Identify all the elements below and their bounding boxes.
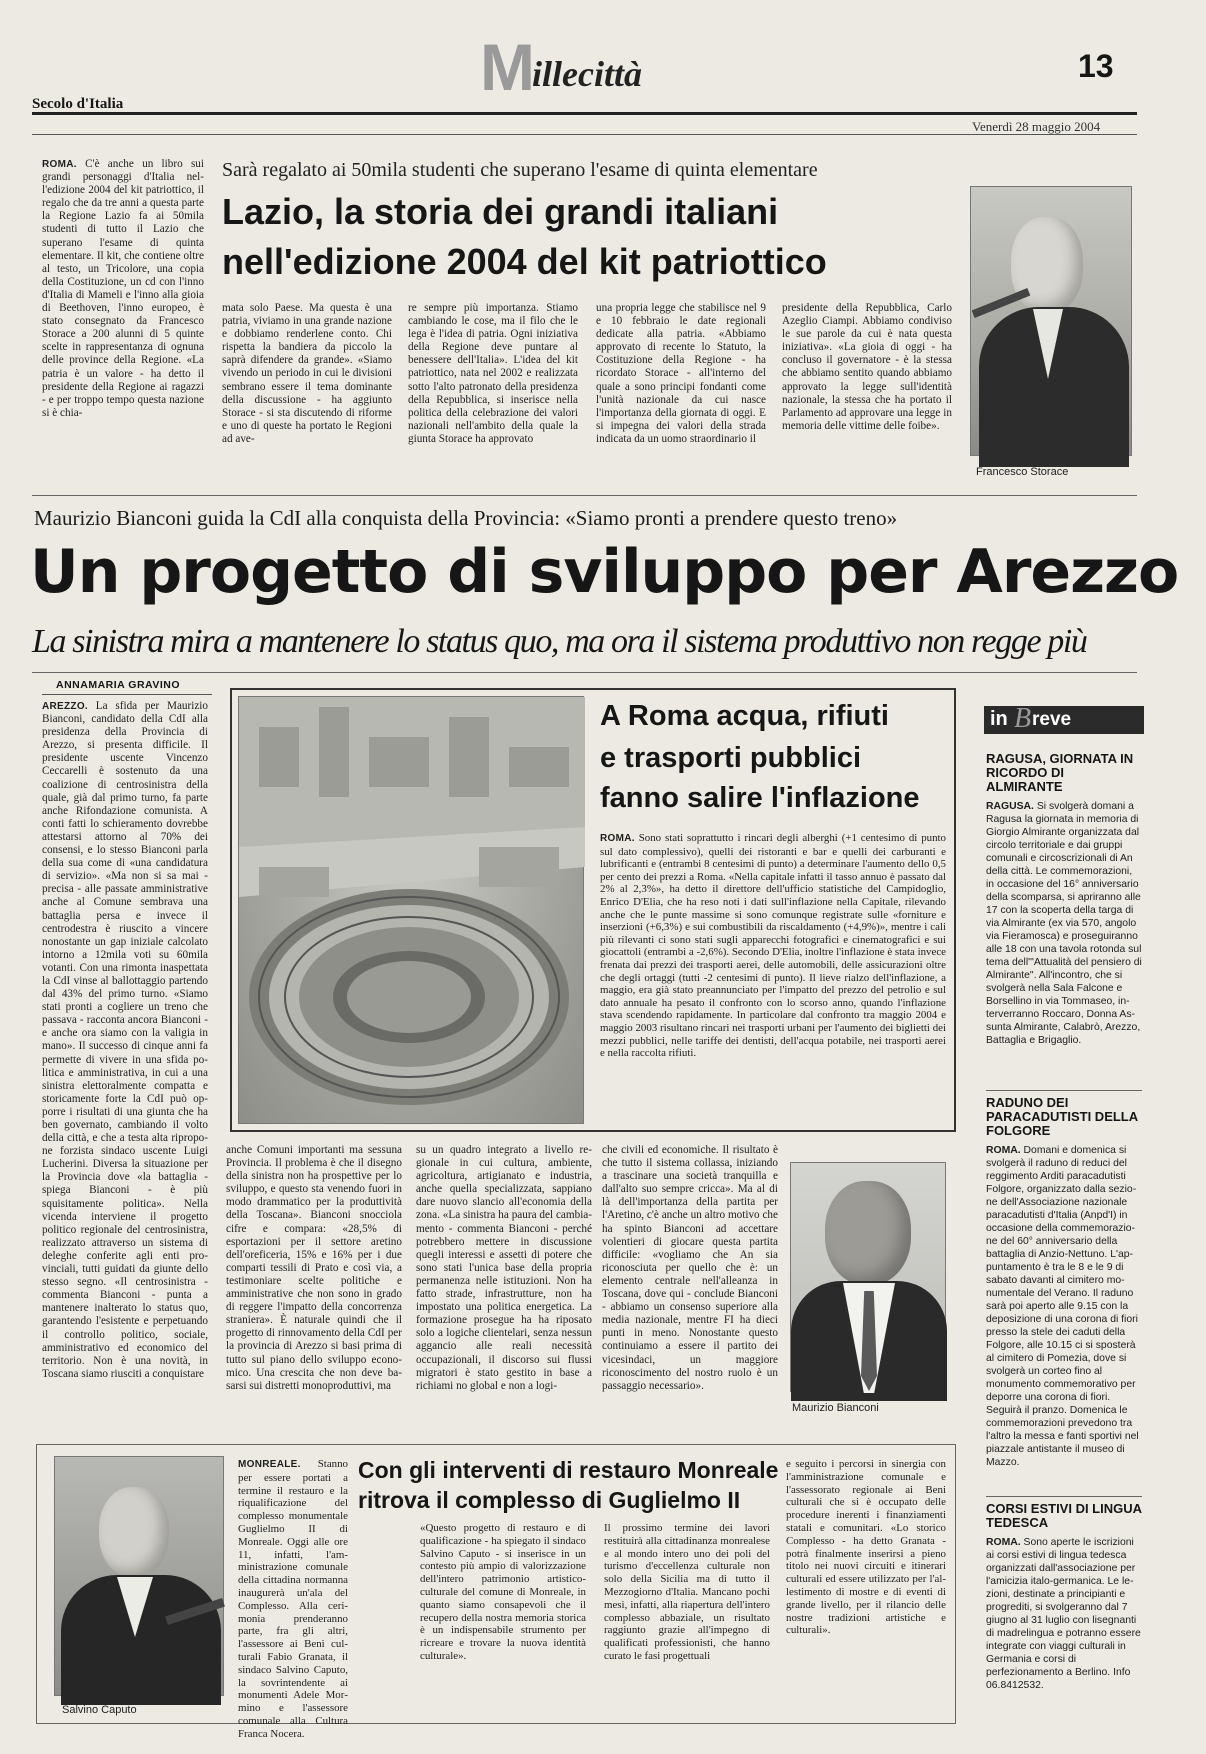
in-breve-item-ragusa: [986, 752, 1142, 1070]
in-breve-headline: CORSI ESTIVI DI LINGUA TEDESCA: [986, 1501, 1142, 1530]
article-roma-text-block: [600, 832, 946, 1124]
article-lazio: [0, 0, 1206, 500]
article-monreale-text-2: «Questo progetto di restauro e di qualificazione - ha spiegato il sindaco Salvino Caputo - si inserisce in un contesto più ampio di valorizzazione dell'intero patrimonio artistico-culturale del comune di Monreale, in quanto siamo consapevoli che il recupero della nostra memoria storica è un indispensabile strumento per ricreare e trovare la nuova identità culturale».: [420, 1522, 586, 1662]
in-breve-divider-2: [986, 1496, 1142, 1497]
article-arezzo-kicker: Maurizio Bianconi guida la CdI alla conquista della Provincia: «Siamo pronti a prendere questo treno»: [34, 506, 898, 530]
article-lazio-col-3: [408, 302, 578, 482]
byline-rule: [42, 694, 212, 695]
issue-date: Venerdì 28 maggio 2004: [972, 119, 1101, 134]
dateline: MONREALE.: [238, 1459, 301, 1470]
article-monreale-col-2: [420, 1522, 586, 1716]
in-breve-rest: reve: [1032, 709, 1072, 730]
article-lazio-text-3: re sempre più importanza. Stiamo cambiando le cose, ma il filo che le lega è l'idea di patria. Ogni iniziativa della Regione deve puntare al benessere dell'Italia». L'idea del kit patriottico, nata nel 2002 e realizzata sotto l'alto patronato della presidenza della Repubblica, si inserisce nella politica della celebrazione dei valori nazionali nell'ambito della quale la giunta Storace ha approvato: [408, 302, 578, 445]
bianconi-photo-caption: Maurizio Bianconi: [792, 1402, 879, 1414]
in-breve-text: [986, 800, 1142, 1070]
article-monreale-title-1: Con gli interventi di restauro Monreale: [358, 1457, 779, 1483]
in-breve-text: [986, 1536, 1142, 1706]
article-lazio-kicker: Sarà regalato ai 50mila studenti che superano l'esame di quinta elementare: [222, 159, 818, 181]
dateline: ROMA.: [986, 1145, 1021, 1156]
article-lazio-col-1: [42, 158, 204, 482]
dateline: ROMA.: [986, 1537, 1021, 1548]
article-monreale-col-1: [238, 1458, 348, 1740]
paper-name: Secolo d'Italia: [32, 96, 124, 112]
article-arezzo-col-1: [42, 700, 208, 1440]
caputo-photo: [54, 1456, 224, 1696]
article-roma-text: Sono stati soprattutto i rincari degli alberghi (+1 centesimo di punto sul dato complessivo), quelli dei ristoranti e bar e quelli dei carburanti e lubrificanti e (entrambi 8 centesimi di punto) a determinare l'aumento dello 0,5 per cento dei prezzi a Roma. «Nella capitale infatti il tasso annuo è passato dal 2% al 2,3%», ha detto il direttore dell'ufficio statistiche del Campidoglio, Enrico D'Elia, che ha reso noti i dati sull'inflazione nella Capitale, rilevando anche che le punte massime si sono comunque registrate sulle «forniture e inserzioni (+6,3%) e sui combustibili da riscaldamento (+4,9%)», mentre i cali più rilevanti ci sono stati sugli apparecchi fotografici e cinematografici e sui giocattoli (entrambi a -2,6%). Secondo D'Elia, inoltre l'inflazione è stata invece frenata dai prezzi dei trasporti aerei, delle automobili, delle assicurazioni oltre che degli ortaggi (tutti -2 centesimi di punto). Il lieve rialzo dell'inflazione, a maggio, era già stato preannunciato per l'impatto del prezzo del petrolio e sul dato annuale ha pesato il confronto con lo scorso anno, quando l'inflazione stava scendendo rapidamente. In particolare dal confronto tra maggio 2004 e maggio 2003 risultano rincari nei trasporti urbani per l'aumento dei biglietti dei mezzi pubblici, nelle tariffe dei dentisti, dell'acqua potabile, nei trasporti aerei e nella raccolta rifiuti.: [600, 832, 946, 1060]
dateline: ROMA.: [42, 159, 77, 170]
in-breve-b: B: [1014, 703, 1032, 734]
article-arezzo-col-3: [416, 1144, 592, 1444]
page-number: 13: [1078, 48, 1114, 84]
in-breve-headline: RAGUSA, GIORNATA IN RICORDO DI ALMIRANTE: [986, 751, 1134, 794]
article-arezzo-col-4: [602, 1144, 778, 1444]
article-roma-title-2: e trasporti pubblici: [600, 742, 862, 774]
caputo-photo-caption: Salvino Caputo: [62, 1704, 137, 1716]
in-breve-headline: RADUNO DEI PARACADUTISTI DELLA FOLGORE: [986, 1095, 1138, 1138]
article-arezzo-text-1: La sfida per Maurizio Bianconi, candidato della CdI alla presidenza della Provincia di Arezzo, si presenta difficile. Il presidente uscente Vincenzo Ceccarelli è sostenuto da una coalizione di centrosinistra della quale, già dal primo turno, fa parte anche Rifondazione comunista. A conti fatti lo schieramento dovrebbe attestarsi attorno al 70% dei consensi, e lo stesso Bianconi parla della sua come di «una candidatura di servizio». «Ma non si sa mai - precisa - alle passate amministrative anche al Comune sembrava una battaglia persa e invece il centrodestra è riuscito a vincere nonostante un gap iniziale calcolato intorno a 12mila voti su 60mila votanti. Con una rimonta inaspettata la CdI vinse al ballottaggio partendo dal 43% del primo turno. «Siamo stati pronti a cogliere un treno che passava - racconta ancora Bianconi - e anche ora siamo con la valigia in mano». Il successo di cinque anni fa permette di vivere in una sfida politica e amministrativa, in cui a una sinistra elettoralmente compatta e storicamente forte la CdI può opporre i risultati di una giunta che ha ben governato, cambiando il volto della città, e che a testa alta ripropone forzista sindaco uscente Luigi Lucherini. Diversa la situazione per la Provincia dove «la battaglia - spiega Bianconi - è più squisitamente politica». Nella vicenda interviene il progetto politico regionale del centrosinistra, realizzato attraverso un sistema di deleghe conferite agli enti provinciali, tutti guidati da giunte dello stesso segno. «Il centrosinistra - commenta Bianconi - punta a mantenere inalterato lo status quo, garantendo l'esistente e perpetuando il controllo politico, sociale, amministrativo ed economico del territorio. Non è una novità, in Toscana siamo riusciti a conquistare: [42, 700, 209, 1380]
in-breve-body: Sono aperte le iscrizioni ai corsi estivi di lingua tedesca organizzati dall'associazione per l'amicizia italo-germanica. Le lezioni, destinate a principianti e progrediti, si svolgeranno dal 7 giugno al 31 luglio con lisegnanti di madrelingua e potranno essere integrate con viaggi culturali in Germania e corsi di perfezionamento a Berlino. Info 06.8412532.: [986, 1537, 1141, 1691]
article-monreale-text-1: Stanno per essere portati a termine il restauro e la riqualificazione del complesso monumentale Guglielmo II di Monreale. Oggi alle ore 11, infatti, l'amministrazione comunale della cittadina normanna inaugurerà un'ala del Complesso. Alla cerimonia prenderanno parte, fra gli altri, l'assessore ai Beni culturali Fabio Granata, il sindaco Salvino Caputo, la sovrintendente ai monumenti Adele Mormino e l'assessore comunale alla Cultura Franca Nocera.: [238, 1458, 348, 1740]
article-lazio-title-1: Lazio, la storia dei grandi italiani: [222, 191, 779, 232]
article-arezzo-text-4: che civili ed economiche. Il risultato è che tutto il sistema collassa, iniziando a trascinare una società tranquilla e dall'alto suo sempre cricca». Ma al di là dell'importanza della partita per l'Aretino, c'è anche un altro motivo che ha spinto Bianconi ad accettare volentieri di giocare questa partita difficile: «vogliamo che An sia riconosciuta per quello che è: un elemento centrale nell'alleanza in Toscana, dove qui - conclude Bianconi - abbiamo un consenso superiore alla media nazionale, mentre FI ha dieci punti in meno. Nonostante questo continuiamo a essere il partito dei vicesindaci, un maggiore riconoscimento del nostro ruolo è un passaggio necessario».: [602, 1144, 778, 1392]
article-lazio-title-2: nell'edizione 2004 del kit patriottico: [222, 241, 827, 282]
dateline: AREZZO.: [42, 701, 88, 712]
bianconi-photo-head: [825, 1181, 911, 1285]
article-monreale-text-4: e seguito i percorsi in sinergia con l'amministrazione comunale e l'assessorato regionale ai Beni culturali che si è occupato delle procedure inerenti i finanziamenti statali e comunitari. «Lo storico Complesso - ha detto Granata - potrà finalmente inserirsi a pieno titolo nei nuovi circuiti e itinerari culturali ed essere utilizzato per l'allestimento di mostre e di eventi di grande livello, per il rilancio delle nostre tradizioni artistiche e culturali».: [786, 1458, 946, 1637]
article-lazio-col-4: [596, 302, 766, 482]
article-roma-title-1: A Roma acqua, rifiuti: [600, 700, 889, 732]
article-monreale-col-4: [786, 1458, 946, 1716]
bianconi-photo: [790, 1162, 946, 1392]
in-breve-body: Domani e domenica si svolgerà il raduno di reduci del reggimento Arditi paracadutisti Folgore, organizzato dalla sezione dell'Associazione nazionale paracadutisti d'Italia (Anpd'I) in occasione della commemorazione del 60° anniversario della battaglia di Anzio-Nettuno. L'appuntamento è tra le 8 e le 9 di sabato davanti al cimitero monumentale del Verano. Il raduno sarà poi aperto alle 9.15 con la deposizione di una corona di fiori presso la stele dei caduti della Folgore, alle 10.15 ci si sposterà al cimitero di Pomezia, dove si svolgerà un corteo fino al monumento commemorativo per deporre una corona di fiori. Seguirà il pranzo. Domenica le commemorazioni prevedono tra l'altro la messa e fanti sportivi nel piazzale antistante il museo di Mazzo.: [986, 1145, 1139, 1468]
in-breve-item-tedesco: [986, 1502, 1142, 1706]
in-breve-in: in: [990, 708, 1008, 730]
in-breve-item-folgore: [986, 1096, 1142, 1528]
divider-2: [32, 672, 1137, 673]
article-roma-title-3: fanno salire l'inflazione: [600, 782, 920, 814]
article-monreale-text-3: Il prossimo termine dei lavori restituirà alla cittadinanza monrealese e al mondo intero uno dei poli del turismo d'eccellenza culturale non solo della Sicilia ma di tutto il Mezzogiorno d'Italia. Mancano pochi mesi, infatti, alla riapertura dell'intero complesso abbaziale, un risultato raggiunto grazie all'impegno di qualificati professionisti, che hanno curato le fasi progettuali: [604, 1522, 770, 1662]
article-lazio-col-5: [782, 302, 952, 482]
caputo-photo-head: [99, 1487, 169, 1577]
storace-photo-caption: Francesco Storace: [976, 466, 1069, 478]
dateline: ROMA.: [600, 833, 635, 844]
article-arezzo-text-2: anche Comuni importanti ma sessuna Provincia. Il problema è che il disegno della sinistra non ha prospettive per lo sviluppo, e questo sta venendo fuori in modo drammatico per la produttività della Toscana». Bianconi snocciola cifre e compara: «28,5% di esportazioni per il settore aretino dell'oreficeria, 15% e 16% per i due comparti tessili di Prato e così via, a testimoniare scelte politiche e amministrative che non sono in grado di reggere l'impatto della concorrenza straniera». È naturale quindi che il progetto di rinnovamento della CdI per la provincia di Arezzo si basi prima di tutto sul piano dello sviluppo economico. Una crescita che non deve basarsi sui distretti monoproduttivi, ma: [226, 1144, 402, 1392]
section-logo-text: illecittà: [532, 54, 642, 94]
article-arezzo-subtitle: La sinistra mira a mantenere lo status quo, ma ora il sistema produttivo non regge più: [32, 623, 1087, 660]
storace-photo: [970, 186, 1132, 456]
article-lazio-text-2: mata solo Paese. Ma questa è una patria, viviamo in una grande nazione e dobbiamo renderlene conto. Chi rispetta la bandiera da piccolo la saprà difendere da grande». «Siamo vivendo un periodo in cui le divisioni sembrano essere il tema dominante della discussione - ha aggiunto Storace - si sta discutendo di riforme e uno di queste ha portato le Regioni ad ave-: [222, 302, 392, 445]
divider-1: [32, 495, 1137, 496]
colosseum-illustration: [239, 697, 585, 1125]
article-arezzo-title: Un progetto di sviluppo per Arezzo: [30, 537, 1179, 607]
colosseum-photo: [238, 696, 584, 1124]
in-breve-body: Si svolgerà domani a Ragusa la giornata in memoria di Giorgio Almirante organizzata dal circolo territoriale e dai gruppi comunali e circoscrizionali di An della città. Le commemorazioni, in occasione del 16° anniversario della scomparsa, si apriranno alle 17 con la scoperta della targa di via Almirante (ex via 570, angolo via Fieramosca) e proseguiranno alle 18 con una tavola rotonda sul tema dell'"Attualità del pensiero di Almirante". All'incontro, che si svolgerà nella Sala Falcone e Borsellino in via Tommaseo, interverranno Roccaro, Donna Assunta Almirante, Calabrò, Arezzo, Battaglia e Brigaglio.: [986, 801, 1142, 1046]
article-arezzo-col-2: [226, 1144, 402, 1444]
in-breve-text: [986, 1144, 1142, 1528]
article-arezzo-text-3: su un quadro integrato a livello regionale in cui cultura, ambiente, agricoltura, artigianato e industria, anche quella specializzata, sappiano dare nuovo slancio all'economia della zona. «La sinistra ha paura del cambiamento - commenta Bianconi - perché potrebbero mettere in discussione quegli interessi e assetti di potere che sono stati l'unica base della propria permanenza nelle istituzioni. Non ha fatto strade, infrastrutture, non ha impostato una politica energetica. La formazione prosegue ha ha riposato solo a logiche clientelari, senza nessun aggancio alle reali necessità occupazionali, il discorso sui flussi migratori è stato gestito in base a richiami no global e non a logi-: [416, 1144, 592, 1392]
article-lazio-text-1: C'è anche un libro sui grandi personaggi d'Italia nell'edizione 2004 del kit patriottico, il regalo che da tre anni a questa parte la Regione Lazio fa ai 50mila studenti di tutto il Lazio che superano l'esame di quinta elementare. Il kit, che contiene oltre al testo, un Tricolore, una copia della Costituzione, un cd con l'inno d'Italia di Mameli e l'inno alla gioia di Beethoven, l'inno europeo, è stato consegnato da Francesco Storace a 200 alunni di 5 quinte scelte in rappresentanza di ognuna delle province della Regione. «La patria è un valore - ha detto il presidente della Regione ai ragazzi - e per troppo tempo questa nazione si è chia-: [42, 158, 204, 419]
in-breve-divider-1: [986, 1090, 1142, 1091]
in-breve-banner: [984, 703, 1144, 734]
section-logo-initial: M: [480, 30, 535, 104]
article-monreale-col-3: [604, 1522, 770, 1716]
article-arezzo-byline: ANNAMARIA GRAVINO: [56, 679, 180, 691]
article-monreale-title-2: ritrova il complesso di Guglielmo II: [358, 1487, 741, 1513]
article-lazio-text-4: una propria legge che stabilisce nel 9 e 10 febbraio le date regionali dedicate alla patria. «Abbiamo approvato di recente lo Statuto, la Costituzione della Regione - ha ricordato Storace - all'interno del quale a sono principi fondanti come l'unità nazionale da cui nasce l'importanza della giornata di oggi. E si impegna dei valori della strada indicata da un uomo straordinario il: [596, 302, 766, 445]
dateline: RAGUSA.: [986, 801, 1034, 812]
article-lazio-col-2: [222, 302, 392, 482]
article-lazio-text-5: presidente della Repubblica, Carlo Azeglio Ciampi. Abbiamo condiviso le sue parole da cui è nata questa iniziativa». «La gioia di oggi - ha concluso il governatore - è la stessa che abbiamo sentito quando abbiamo approvato la legge sull'identità nazionale, la stessa che ha portato il Parlamento ad approvare una legge in memoria delle vittime delle foibe».: [782, 302, 952, 432]
